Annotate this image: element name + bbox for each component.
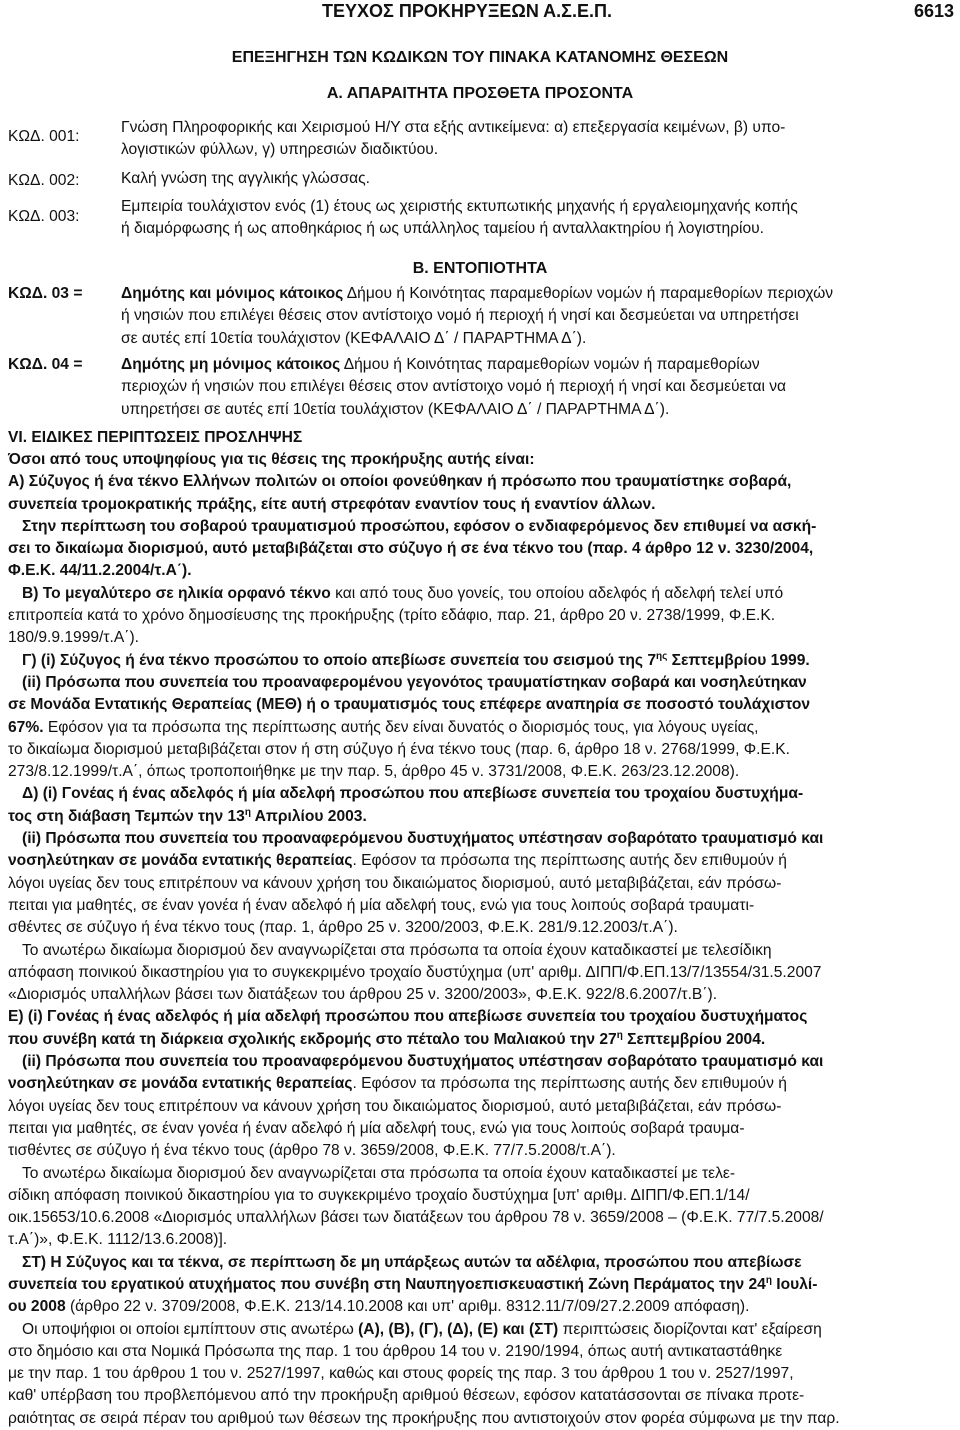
paragraph-line: «Διορισμός υπαλλήλων βάσει των διατάξεων του άρθρου 25 ν. 3200/2003», Φ.Ε.Κ. 922/8.6.2007/τ.Β΄). — [8, 986, 718, 1004]
code-04-line: υπηρετήσει σε αυτές επί 10ετία τουλάχιστον (ΚΕΦΑΛΑΙΟ Δ΄ / ΠΑΡΑΡΤΗΜΑ Δ΄). — [121, 400, 670, 418]
bold-run: νοσηλεύτηκαν σε μονάδα εντατικής θεραπείας — [8, 1075, 353, 1093]
paragraph-line: ΣΤ) Η Σύζυγος και τα τέκνα, σε περίπτωση δε μη υπάρξεως αυτών τα αδέλφια, προσώπου που απεβίωσε — [22, 1253, 802, 1271]
superscript: η — [616, 1029, 623, 1041]
code-003-text — [121, 196, 951, 241]
paragraph-line: στο δημόσιο και στα Νομικά Πρόσωπα της παρ. 1 του άρθρου 14 του ν. 2190/1994, όπως αυτή αντικαταστάθηκε — [8, 1342, 783, 1360]
paragraph-line: Φ.Ε.Κ. 44/11.2.2004/τ.Α΄). — [8, 562, 192, 580]
paragraph-line: Το ανωτέρω δικαίωμα διορισμού δεν αναγνωρίζεται στα πρόσωπα τα οποία έχουν καταδικαστεί με τελεσίδικη — [22, 941, 772, 959]
text-run: Εφόσον για τα πρόσωπα της περίπτωσης αυτής δεν είναι δυνατός ο διορισμός τους, για λόγους υγείας, — [43, 718, 759, 736]
bold-run: 67%. — [8, 718, 44, 736]
bold-run: νοσηλεύτηκαν σε μονάδα εντατικής θεραπείας — [8, 852, 353, 870]
paragraph-line: σε Μονάδα Εντατικής Θεραπείας (ΜΕΘ) ή ο τραυματισμός τους επέφερε αναπηρία σε ποσοστό τουλάχιστον — [8, 696, 811, 714]
code-04-bold: Δημότης μη μόνιμος κάτοικος — [121, 356, 341, 373]
paragraph-line: λόγοι υγείας δεν τους επιτρέπουν να κάνουν χρήση του δικαιώματος διορισμού, αυτό μεταβιβάζεται, εάν πρόσω- — [8, 1097, 782, 1115]
part-b-title: Β. ΕΝΤΟΠΙΟΤΗΤΑ — [412, 260, 548, 277]
paragraph-line: (ii) Πρόσωπα που συνεπεία του προαναφερόμενου δυστυχήματος υπέστησαν σοβαρότατο τραυματισμό και — [22, 830, 824, 848]
paragraph-line: 273/8.12.1999/τ.Α΄, όπως τροποποιήθηκε με την παρ. 5, άρθρο 45 ν. 3731/2008, Φ.Ε.Κ. 263/23.12.2008). — [8, 763, 740, 781]
paragraph-line — [8, 583, 950, 605]
code-03-line — [121, 283, 951, 305]
paragraph-line: ραιότητας σε σειρά πέραν του αριθμού των θέσεων της προκήρυξης που αντιστοιχούν στον φορέα σύμφωνα με την παρ. — [8, 1409, 840, 1427]
paragraph-line: (ii) Πρόσωπα που συνεπεία του προαναφερομένου γεγονότος τραυματίστηκαν σοβαρά και νοσηλεύτηκαν — [22, 673, 807, 691]
code-04-label: ΚΩΔ. 04 = — [8, 356, 83, 373]
text-run: Σεπτεμβρίου 2004. — [622, 1030, 766, 1048]
code-001-line: Γνώση Πληροφορικής και Χειρισμού Η/Υ στα εξής αντικείμενα: α) επεξεργασία κειμένων, β) υπο- — [121, 119, 786, 136]
text-run: Σεπτεμβρίου 1999. — [667, 651, 810, 669]
paragraph-line: πειται για μαθητές, σε έναν γονέα ή έναν αδελφό ή μία αδελφή τους, ενώ για τους λοιπούς σοβαρά τραυματι- — [8, 896, 755, 914]
paragraph-line — [8, 650, 950, 672]
code-03-rest: Δήμου ή Κοινότητας παραμεθορίων νομών ή παραμεθορίων περιοχών — [343, 285, 834, 302]
paragraph-line — [8, 1073, 950, 1095]
paragraph-line — [8, 1319, 950, 1341]
section-title: ΕΠΕΞΗΓΗΣΗ ΤΩΝ ΚΩΔΙΚΩΝ ΤΟΥ ΠΙΝΑΚΑ ΚΑΤΑΝΟΜΗΣ ΘΕΣΕΩΝ — [231, 49, 729, 66]
superscript: ης — [656, 650, 668, 662]
text-run: Απριλίου 2003. — [250, 807, 367, 825]
text-run: και από τους δυο γονείς, του οποίου αδελφός ή αδελφή τελεί υπό — [330, 584, 784, 602]
superscript: η — [244, 806, 251, 818]
special-intro: Όσοι από τους υποψηφίους για τις θέσεις της προκήρυξης αυτής είναι: — [8, 451, 535, 468]
paragraph-line: καθ' υπέρβαση του προβλεπόμενου από την προκήρυξη αριθμού θέσεων, εφόσον κατατάσσονται σε πίνακα προτε- — [8, 1387, 805, 1405]
paragraph-line: συνεπεία τρομοκρατικής πράξης, είτε αυτή στρεφόταν εναντίον τους ή εναντίον άλλων. — [8, 495, 656, 513]
code-03-line: σε αυτές επί 10ετία τουλάχιστον (ΚΕΦΑΛΑΙΟ Δ΄ / ΠΑΡΑΡΤΗΜΑ Δ΄). — [121, 329, 587, 347]
paragraph-line: 180/9.9.1999/τ.Α΄). — [8, 629, 139, 647]
paragraph-line: σθέντες σε σύζυγο ή ένα τέκνο τους (παρ. 1, άρθρο 25 ν. 3200/2003, Φ.Ε.Κ. 281/9.12.2003/τ.Α΄). — [8, 919, 678, 937]
paragraph-line: με την παρ. 1 του άρθρου 1 του ν. 2527/1997, καθώς και στους φορείς της παρ. 3 του άρθρου 1 του ν. 2527/1997, — [8, 1365, 794, 1383]
paragraph-line: Στην περίπτωση του σοβαρού τραυματισμού προσώπου, εφόσον ο ενδιαφερόμενος δεν επιθυμεί να ασκή- — [22, 517, 817, 535]
paragraph-line — [8, 1274, 950, 1296]
paragraph-line: Ε) (i) Γονέας ή ένας αδελφός ή μία αδελφή προσώπου που απεβίωσε συνεπεία του τροχαίου δυστυχήματος — [8, 1008, 808, 1026]
paragraph-line: τ.Α΄)», Φ.Ε.Κ. 1112/13.6.2008)]. — [8, 1231, 228, 1249]
paragraph-line: σει το δικαίωμα διορισμού, αυτό μεταβιβάζεται στο σύζυγο ή σε ένα τέκνο του (παρ. 4 άρθρο 12 ν. 3230/2004, — [8, 540, 814, 558]
text-run: . Εφόσον τα πρόσωπα της περίπτωσης αυτής δεν επιθυμούν ή — [352, 1075, 787, 1093]
paragraph-line — [8, 717, 950, 739]
bold-run: Β) Το μεγαλύτερο σε ηλικία ορφανό τέκνο — [22, 584, 331, 602]
page-number: 6613 — [913, 1, 954, 21]
code-003-line: ή διαμόρφωσης ή ως αποθηκάριος ή ως υπάλληλος ταμείου ή ανταλλακτηρίου ή λογιστηρίου. — [121, 220, 765, 238]
code-04-text — [121, 354, 951, 421]
superscript: η — [765, 1274, 772, 1286]
text-run: (άρθρο 22 ν. 3709/2008, Φ.Ε.Κ. 213/14.10.2008 και υπ' αριθμ. 8312.11/7/09/27.2.2009 απόφαση). — [65, 1298, 750, 1316]
paragraph-line: απόφαση ποινικού δικαστηρίου για το συγκεκριμένο τροχαίο δυστύχημα (υπ' αριθμ. ΔΙΠΠ/Φ.ΕΠ.13/7/13554/31.5.2007 — [8, 963, 822, 981]
code-03-label: ΚΩΔ. 03 = — [8, 285, 83, 302]
text-run: τος στη διάβαση Τεμπών την 13 — [8, 807, 245, 825]
paragraph-line: σίδικη απόφαση ποινικού δικαστηρίου για το συγκεκριμένο τροχαίο δυστύχημα [υπ' αριθμ. ΔΙΠΠ/Φ.ΕΠ.1/14/ — [8, 1186, 750, 1204]
code-002-label: ΚΩΔ. 002: — [8, 172, 80, 189]
code-001-text — [121, 117, 951, 162]
special-title: VI. ΕΙΔΙΚΕΣ ΠΕΡΙΠΤΩΣΕΙΣ ΠΡΟΣΛΗΨΗΣ — [8, 429, 303, 446]
paragraph-line: επιτροπεία κατά το χρόνο δημοσίευσης της προκήρυξης (τρίτο εδάφιο, παρ. 21, άρθρο 20 ν. 2738/1999, Φ.Ε.Κ. — [8, 607, 776, 625]
part-a-title: Α. ΑΠΑΡΑΙΤΗΤΑ ΠΡΟΣΘΕΤΑ ΠΡΟΣΟΝΤΑ — [326, 85, 634, 102]
code-003-line: Εμπειρία τουλάχιστον ενός (1) έτους ως χειριστής εκτυπωτικής μηχανής ή εργαλειομηχανής κοπής — [121, 198, 798, 215]
issue-header: ΤΕΥΧΟΣ ΠΡΟΚΗΡΥΞΕΩΝ Α.Σ.Ε.Π. — [322, 1, 612, 21]
text-run: που συνέβη κατά τη διάρκεια σχολικής εκδρομής στο πέταλο του Μαλιακού την 27 — [8, 1030, 617, 1048]
paragraph-line: τισθέντες σε σύζυγο ή ένα τέκνο τους (άρθρο 78 ν. 3659/2008, Φ.Ε.Κ. 77/7.5.2008/τ.Α΄). — [8, 1142, 616, 1160]
special-body — [8, 449, 950, 1430]
code-001-label: ΚΩΔ. 001: — [8, 128, 80, 145]
paragraph-line — [8, 850, 950, 872]
text-run: Οι υποψήφιοι οι οποίοι εμπίπτουν στις ανωτέρω — [22, 1320, 359, 1338]
code-03-bold: Δημότης και μόνιμος κάτοικος — [121, 285, 344, 302]
bold-run: ου 2008 — [8, 1298, 66, 1316]
paragraph-line — [8, 1029, 950, 1051]
paragraph-line: (ii) Πρόσωπα που συνεπεία του προαναφερόμενου δυστυχήματος υπέστησαν σοβαρότατο τραυματισμό και — [22, 1053, 824, 1071]
code-04-rest: Δήμου ή Κοινότητας παραμεθορίων νομών ή παραμεθορίων — [340, 356, 760, 373]
text-run: περιπτώσεις διορίζονται κατ' εξαίρεση — [558, 1320, 822, 1338]
code-003-label: ΚΩΔ. 003: — [8, 208, 80, 225]
code-002-text: Καλή γνώση της αγγλικής γλώσσας. — [121, 170, 370, 187]
code-001-line: λογιστικών φύλλων, γ) υπηρεσιών διαδικτύου. — [121, 141, 439, 159]
paragraph-line — [8, 806, 950, 828]
paragraph-line: λόγοι υγείας δεν τους επιτρέπουν να κάνουν χρήση του δικαιώματος διορισμού, αυτό μεταβιβάζεται, εάν πρόσω- — [8, 874, 782, 892]
paragraph-line: Το ανωτέρω δικαίωμα διορισμού δεν αναγνωρίζεται στα πρόσωπα τα οποία έχουν καταδικαστεί με τελε- — [22, 1164, 736, 1182]
paragraph-line: το δικαίωμα διορισμού μεταβιβάζεται στον ή στη σύζυγο ή ένα τέκνο τους (παρ. 6, άρθρο 18 ν. 2768/1999, Φ.Ε.Κ. — [8, 740, 790, 758]
code-04-line — [121, 354, 951, 376]
code-03-line: ή νησιών που επιλέγει θέσεις στον αντίστοιχο νομό ή περιοχή ή νησί και δεσμεύεται να υπηρετήσει — [121, 307, 799, 325]
text-run: . Εφόσον τα πρόσωπα της περίπτωσης αυτής δεν επιθυμούν ή — [352, 852, 787, 870]
text-run: Ιουλί- — [771, 1275, 818, 1293]
bold-run: (Α), (Β), (Γ), (Δ), (Ε) και (ΣΤ) — [358, 1320, 559, 1338]
text-run: Γ) (i) Σύζυγος ή ένα τέκνο προσώπου το οποίο απεβίωσε συνεπεία του σεισμού της 7 — [22, 651, 656, 669]
paragraph-line: Δ) (i) Γονέας ή ένας αδελφός ή μία αδελφή προσώπου που απεβίωσε συνεπεία του τροχαίου δυστυχήμα- — [22, 785, 804, 803]
paragraph-line: οικ.15653/10.6.2008 «Διορισμός υπαλλήλων βάσει των διατάξεων του άρθρου 78 ν. 3659/2008 – (Φ.Ε.Κ. 77/7.5.2008/ — [8, 1209, 824, 1227]
text-run: συνεπεία του εργατικού ατυχήματος που συνέβη στη Ναυπηγοεπισκευαστική Ζώνη Περάματος την 24 — [8, 1275, 766, 1293]
paragraph-line: πειται για μαθητές, σε έναν γονέα ή έναν αδελφό ή μία αδελφή τους, ενώ για τους λοιπούς σοβαρά τραυμα- — [8, 1119, 745, 1137]
code-04-line: περιοχών ή νησιών που επιλέγει θέσεις στον αντίστοιχο νομό ή περιοχή ή νησί και δεσμεύεται να — [121, 378, 787, 396]
paragraph-line — [8, 1296, 950, 1318]
code-03-text — [121, 283, 951, 350]
paragraph-line: Α) Σύζυγος ή ένα τέκνο Ελλήνων πολιτών οι οποίοι φονεύθηκαν ή πρόσωπο που τραυματίστηκε σοβαρά, — [8, 473, 792, 491]
